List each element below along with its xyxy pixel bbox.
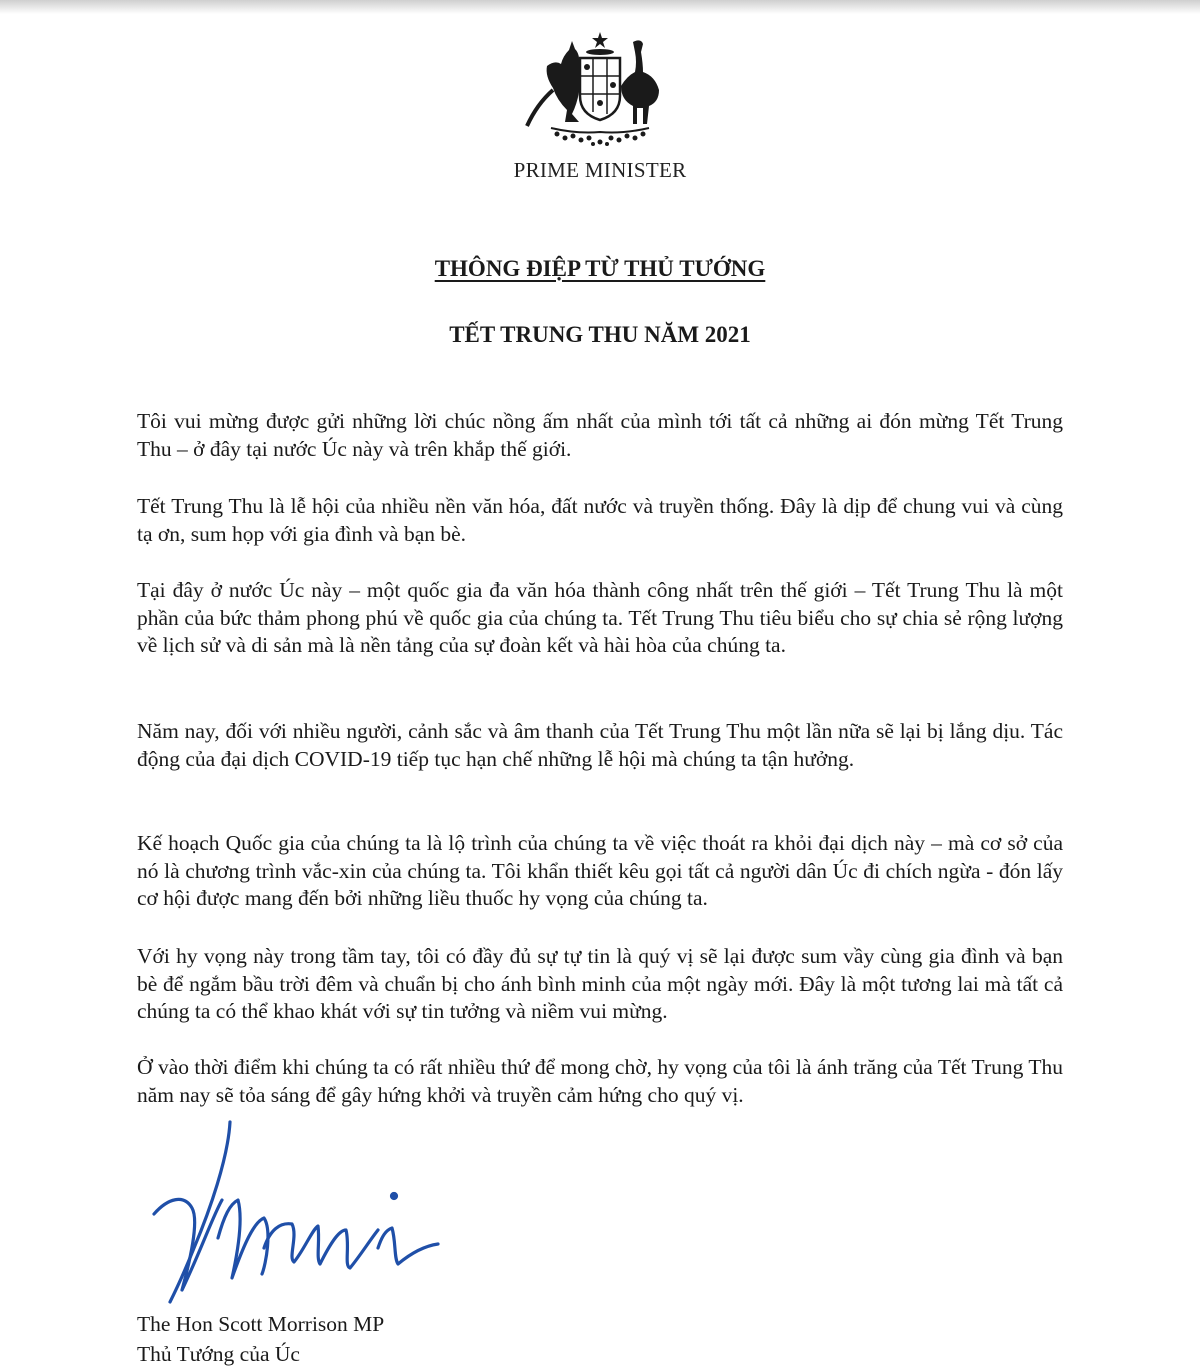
- document-subtitle: TẾT TRUNG THU NĂM 2021: [449, 322, 751, 347]
- paragraph: Với hy vọng này trong tầm tay, tôi có đầy đủ sự tự tin là quý vị sẽ lại được sum vầy cùng gia đình và bạn bè để ngắm bầu trời đêm và chuẩn bị cho ánh bình minh của một ngày mới. Đây là một tương lai mà tất cả chúng ta có thể khao khát với sự tin tưởng và niềm vui mừng.: [137, 944, 1063, 1023]
- page-top-edge: [0, 0, 1200, 14]
- office-label: PRIME MINISTER: [513, 158, 687, 182]
- coat-of-arms-icon: [517, 30, 683, 148]
- paragraph: Năm nay, đối với nhiều người, cảnh sắc và âm thanh của Tết Trung Thu một lần nữa sẽ lại bị lắng dịu. Tác động của đại dịch COVID-19 tiếp tục hạn chế những lễ hội mà chúng ta tận hưởng.: [137, 719, 1063, 771]
- paragraph: Kế hoạch Quốc gia của chúng ta là lộ trình của chúng ta về việc thoát ra khỏi đại dịch này – mà cơ sở của nó là chương trình vắc-xin của chúng ta. Tôi khẩn thiết kêu gọi tất cả người dân Úc đi chích ngừa - đón lấy cơ hội được mang đến bởi những liều thuốc hy vọng của chúng ta.: [137, 831, 1063, 910]
- paragraph: Tết Trung Thu là lễ hội của nhiều nền văn hóa, đất nước và truyền thống. Đây là dịp để chung vui và cùng tạ ơn, sum họp với gia đình và bạn bè.: [137, 494, 1063, 546]
- paragraph: Tại đây ở nước Úc này – một quốc gia đa văn hóa thành công nhất trên thế giới – Tết Trung Thu là một phần của bức thảm phong phú về quốc gia của chúng ta. Tết Trung Thu tiêu biểu cho sự chia sẻ rộng lượng về lịch sử và di sản mà là nền tảng của sự đoàn kết và hài hòa của chúng ta.: [137, 578, 1063, 657]
- paragraph: Tôi vui mừng được gửi những lời chúc nồng ấm nhất của mình tới tất cả những ai đón mừng Tết Trung Thu – ở đây tại nước Úc này và trên khắp thế giới.: [137, 409, 1063, 461]
- handwritten-signature-icon: [148, 1118, 448, 1308]
- document-title: [0, 256, 1200, 282]
- signer-title: Thủ Tướng của Úc: [137, 1342, 300, 1366]
- document-title-text: THÔNG ĐIỆP TỪ THỦ TƯỚNG: [434, 256, 766, 281]
- signer-name: The Hon Scott Morrison MP: [137, 1312, 385, 1336]
- paragraph: Ở vào thời điểm khi chúng ta có rất nhiều thứ để mong chờ, hy vọng của tôi là ánh trăng của Tết Trung Thu năm nay sẽ tỏa sáng để gây hứng khởi và truyền cảm hứng cho quý vị.: [137, 1055, 1063, 1107]
